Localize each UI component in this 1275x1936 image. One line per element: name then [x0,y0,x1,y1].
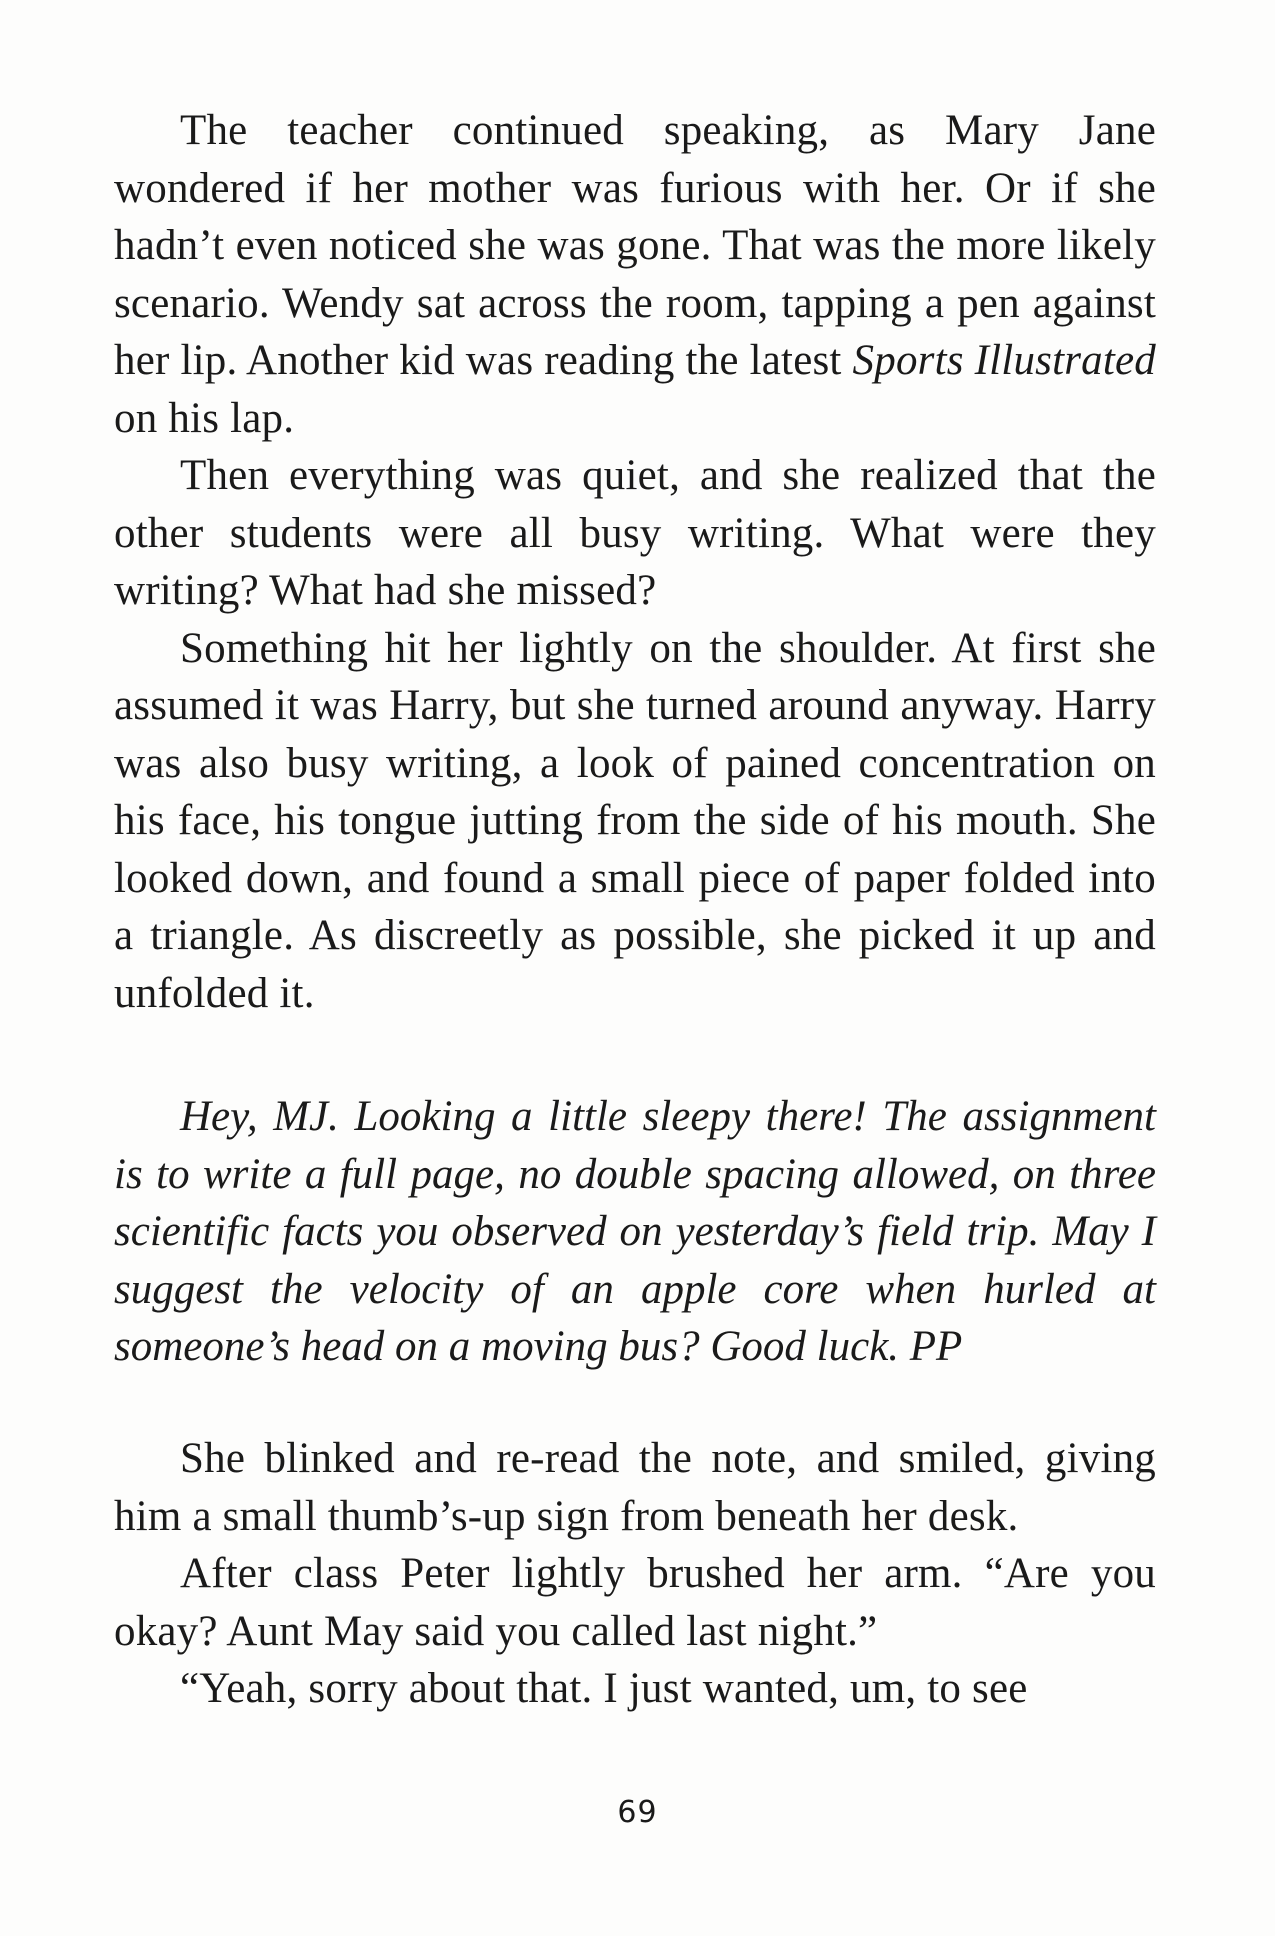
note-text [114,1088,1156,1376]
note-paragraph: Hey, MJ. Looking a little sleepy there! The assignment is to write a full page, no double spacing allowed, on three scientific facts you observed on yesterday’s field trip. May I suggest the velocity of an apple core when hurled at someone’s head on a moving bus? Good luck. PP [114,1093,1156,1370]
magazine-title: Sports Illustrated [852,337,1156,384]
paragraph: Then everything was quiet, and she realized that the other students were all busy writing. What were they writing? What had she missed? [114,452,1156,614]
paragraph [114,102,1156,447]
paragraph-text: The teacher continued speaking, as Mary Jane wondered if her mother was furious with her. Or if she hadn’t even noticed she was gone. That was the more likely scenario. Wendy sat across the room, tapping a pen against her lip. Another kid was reading the latest [114,107,1156,384]
paragraph-text: on his lap. [114,394,295,442]
paragraph: “Yeah, sorry about that. I just wanted, um, to see [180,1665,1028,1712]
paragraph: Something hit her lightly on the shoulder. At first she assumed it was Harry, but she turned around anyway. Harry was also busy writing, a look of pained concentration on his face, his tongue jutting from the side of his mouth. She looked down, and found a small piece of paper folded into a triangle. As discreetly as possible, she picked it up and unfolded it. [114,624,1156,1017]
paragraph: After class Peter lightly brushed her arm. “Are you okay? Aunt May said you called last night.” [114,1550,1156,1655]
body-text-upper [114,102,1156,1022]
page-number: 69 [617,1795,658,1830]
paragraph: She blinked and re-read the note, and smiled, giving him a small thumb’s-up sign from beneath her desk. [114,1435,1156,1540]
body-text-lower [114,1430,1156,1718]
